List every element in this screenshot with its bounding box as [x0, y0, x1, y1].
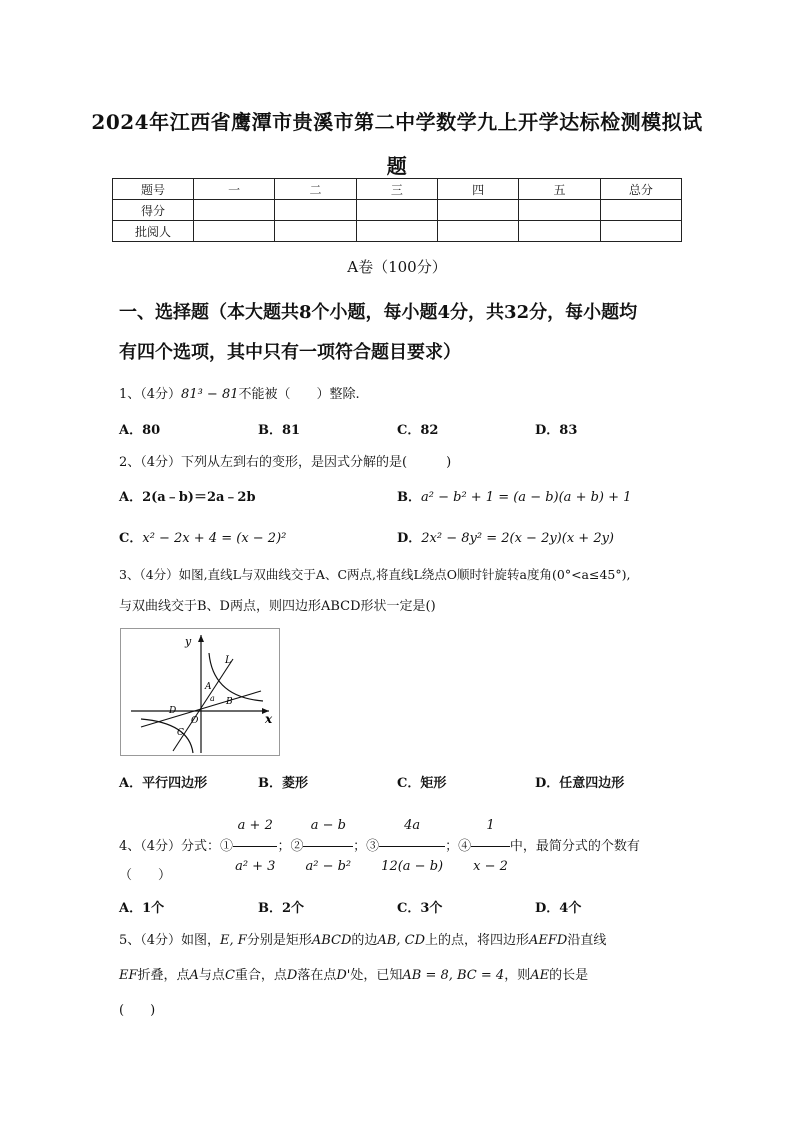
hyperbola-branch-upper [209, 653, 263, 701]
score-table-header-cell: 一 [194, 179, 275, 200]
score-table-header-cell: 二 [275, 179, 356, 200]
q2-option-c [119, 527, 286, 546]
question-5-continued [119, 964, 588, 983]
q4-option-d: D．4个 [535, 901, 582, 916]
q1-option-d: D．83 [535, 423, 578, 438]
q5-text: 重合，点 [234, 968, 287, 983]
q5-text: 的长是 [549, 968, 589, 983]
question-1-expression: 81³ − 81 [181, 387, 239, 402]
label-angle-a: a [210, 694, 215, 703]
q5-text: 处，已知 [350, 968, 403, 983]
q5-math: AB = 8, BC = 4 [402, 968, 505, 983]
q3-option-b: B．菱形 [258, 776, 308, 791]
fraction-1-numerator: a + 2 [233, 806, 277, 847]
question-4-suffix: 中，最简分式的个数有 [509, 839, 640, 854]
document-title: 2024年江西省鹰潭市贵溪市第二中学数学九上开学达标检测模拟试 [91, 110, 703, 134]
q5-text: 分别是矩形 [246, 933, 312, 948]
fraction-3-numerator: 4a [379, 806, 445, 847]
score-cell [275, 221, 356, 242]
score-row-label: 得分 [113, 200, 194, 221]
label-y: y [185, 635, 192, 648]
label-l: L [225, 655, 232, 666]
q1-option-c: C．82 [397, 423, 439, 438]
q1-option-b: B．81 [258, 423, 301, 438]
q2-option-b [397, 486, 631, 505]
label-a: A [205, 682, 212, 692]
question-5 [119, 929, 606, 948]
fraction-4-numerator: 1 [471, 806, 510, 847]
score-table-header-cell: 五 [519, 179, 600, 200]
y-axis-arrow-icon [198, 635, 204, 642]
q2-option-d-letter: D． [397, 531, 422, 546]
q5-math: EF [119, 968, 138, 983]
question-3: 3、（4分）如图,直线L与双曲线交于A、C两点,将直线L绕点O顺时针旋转a度角(0°<a≤45°), [119, 567, 631, 582]
label-c: C [177, 728, 184, 738]
q5-text: ，则 [504, 968, 531, 983]
hyperbola-figure [120, 628, 280, 756]
q3-option-a: A．平行四边形 [119, 776, 208, 791]
score-table-row [113, 200, 682, 221]
q2-option-c-math: x² − 2x + 4 = (x − 2)² [142, 531, 287, 546]
q2-option-d [397, 527, 614, 546]
fraction-separator: ； [353, 839, 367, 854]
hyperbola-graph [121, 629, 279, 755]
score-cell [600, 221, 681, 242]
score-cell [519, 200, 600, 221]
score-cell [356, 200, 437, 221]
score-table-header-cell: 四 [437, 179, 518, 200]
q2-option-b-math: a² − b² + 1 = (a − b)(a + b) + 1 [421, 490, 632, 505]
fraction-mark-2: ② [290, 839, 304, 854]
q5-math: ABCD [311, 933, 352, 948]
fraction-mark-3: ③ [366, 839, 380, 854]
score-table-header-row [113, 179, 682, 200]
q4-option-c: C．3个 [397, 901, 443, 916]
score-cell [600, 200, 681, 221]
q5-math: C [224, 968, 235, 983]
q5-text: 落在点 [297, 968, 337, 983]
q5-math: AEFD [529, 933, 568, 948]
score-cell [194, 200, 275, 221]
score-cell [437, 221, 518, 242]
question-5-answer-paren: ( ) [119, 1003, 156, 1018]
section-a-heading: A卷（100分） [347, 258, 447, 276]
question-3-continued: 与双曲线交于B、D两点，则四边形ABCD形状一定是() [119, 599, 436, 614]
score-table-header-cell: 题号 [113, 179, 194, 200]
score-table-header-cell: 总分 [600, 179, 681, 200]
q4-option-b: B．2个 [258, 901, 305, 916]
label-x: x [265, 712, 273, 726]
question-4-answer-paren: （ ） [119, 868, 172, 883]
question-4 [119, 806, 640, 887]
question-4-prefix: 4、（4分）分式： [119, 839, 221, 854]
part1-heading: 一、选择题（本大题共8个小题，每小题4分，共32分，每小题均 [119, 302, 638, 323]
score-cell [275, 200, 356, 221]
fraction-separator: ； [445, 839, 459, 854]
q5-text: 折叠，点 [137, 968, 190, 983]
score-cell [356, 221, 437, 242]
score-table-row [113, 221, 682, 242]
score-table [112, 178, 682, 242]
q2-option-a: A．2(a﹣b)＝2a﹣2b [119, 490, 256, 505]
fraction-4-denominator: x − 2 [473, 859, 508, 874]
q3-option-d: D．任意四边形 [535, 776, 625, 791]
q1-option-a: A．80 [119, 423, 161, 438]
q5-text: 5、（4分）如图， [119, 933, 221, 948]
score-cell [519, 221, 600, 242]
q2-option-c-letter: C． [119, 531, 143, 546]
fraction-2 [303, 806, 353, 887]
question-1-suffix: 不能被（ ）整除. [238, 387, 360, 402]
label-b: B [226, 697, 233, 707]
q3-option-c: C．矩形 [397, 776, 447, 791]
score-row-label: 批阅人 [113, 221, 194, 242]
score-table-header-cell: 三 [356, 179, 437, 200]
question-1 [119, 383, 360, 402]
document-title-continued: 题 [386, 154, 408, 178]
fraction-3-denominator: 12(a − b) [381, 859, 444, 874]
fraction-mark-4: ④ [458, 839, 472, 854]
fraction-2-numerator: a − b [303, 806, 353, 847]
q2-option-b-letter: B． [397, 490, 421, 505]
fraction-1 [233, 806, 277, 887]
part1-heading-continued: 有四个选项，其中只有一项符合题目要求） [119, 342, 461, 363]
q5-math: AE [530, 968, 550, 983]
fraction-mark-1: ① [220, 839, 234, 854]
q5-text: 上的点，将四边形 [425, 933, 530, 948]
q5-math: D [286, 968, 298, 983]
fraction-2-denominator: a² − b² [305, 859, 352, 874]
q5-text: 与点 [198, 968, 225, 983]
q2-option-d-math: 2x² − 8y² = 2(x − 2y)(x + 2y) [421, 531, 615, 546]
q5-math: D' [336, 968, 351, 983]
score-cell [194, 221, 275, 242]
fraction-3 [379, 806, 445, 887]
q5-math: A [189, 968, 199, 983]
fraction-1-denominator: a² + 3 [235, 859, 276, 874]
fraction-4 [471, 806, 510, 887]
question-1-prefix: 1、（4分） [119, 387, 182, 402]
q4-option-a: A．1个 [119, 901, 165, 916]
q5-math: E, F [220, 933, 247, 948]
label-d: D [169, 706, 177, 716]
fraction-separator: ； [277, 839, 291, 854]
q5-text: 沿直线 [567, 933, 607, 948]
question-2: 2、（4分）下列从左到右的变形，是因式分解的是( ) [119, 455, 452, 470]
q5-text: 的边 [351, 933, 378, 948]
score-cell [437, 200, 518, 221]
q5-math: AB, CD [377, 933, 425, 948]
label-o: O [191, 716, 199, 726]
